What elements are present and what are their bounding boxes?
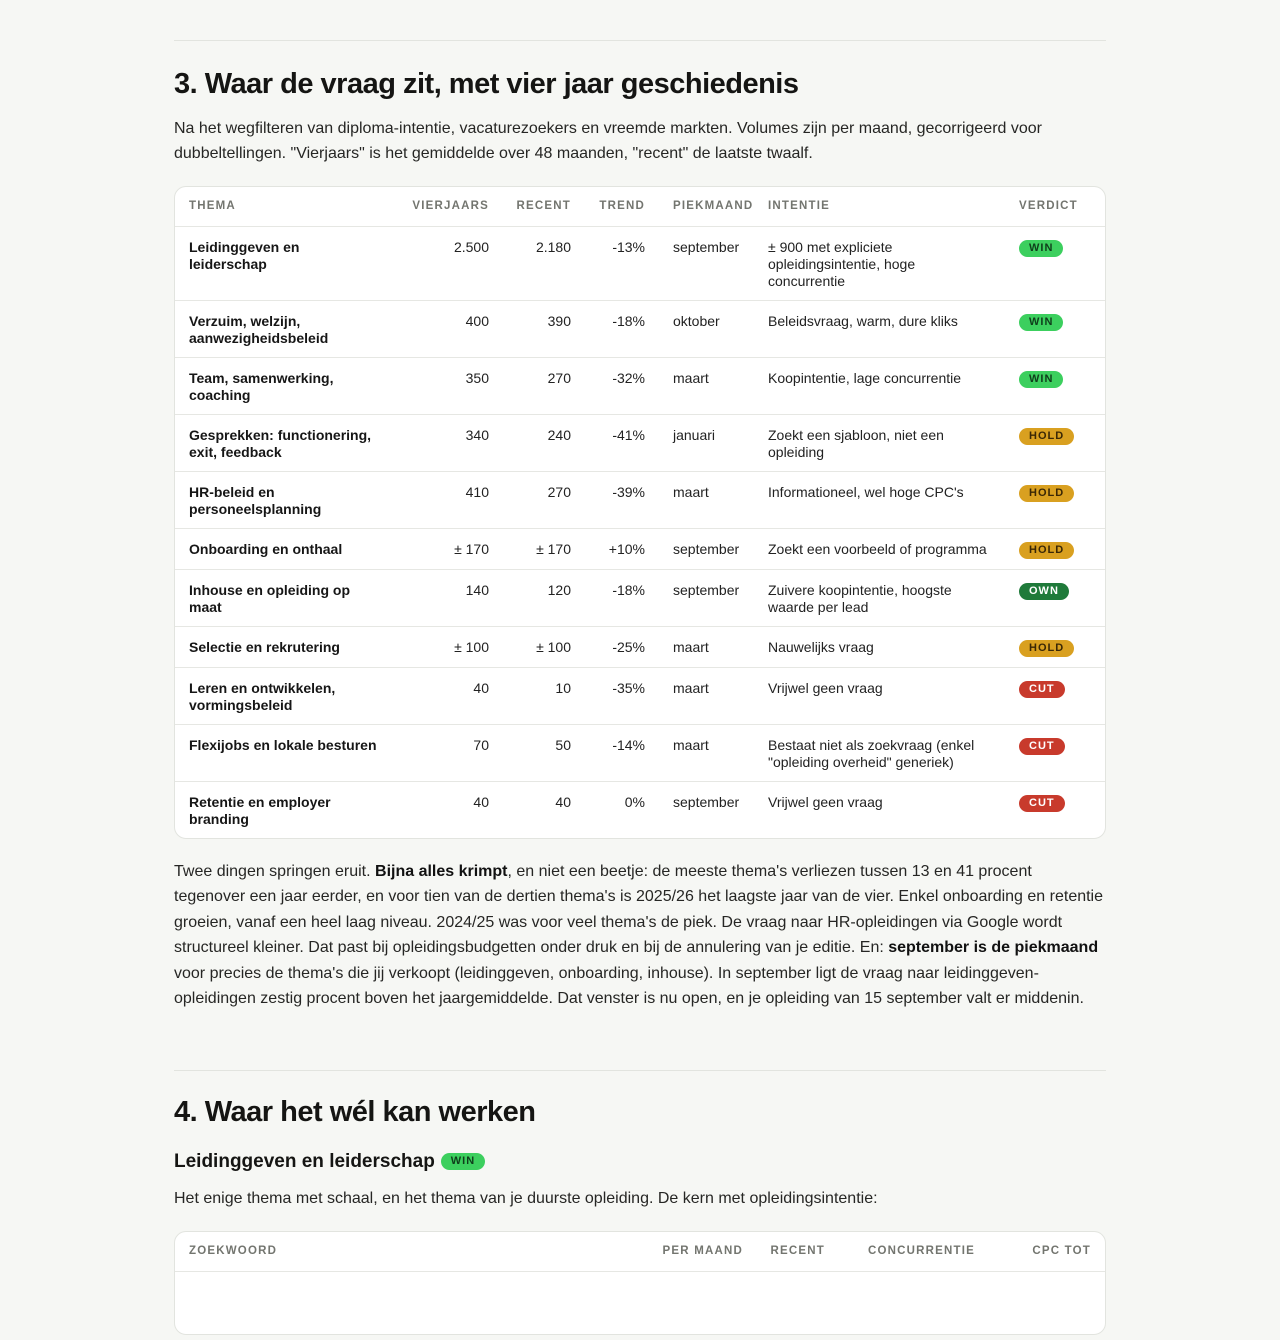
piekmaand-cell: maart (645, 357, 754, 414)
recent-cell: 50 (489, 724, 571, 781)
vierjaars-cell: 70 (389, 724, 489, 781)
verdict-badge: OWN (1019, 583, 1069, 600)
section-divider (174, 1070, 1106, 1071)
col-piekmaand: PIEKMAAND (645, 187, 754, 227)
vierjaars-cell: 40 (389, 667, 489, 724)
trend-cell: -13% (571, 226, 645, 300)
verdict-badge: CUT (1019, 795, 1065, 812)
vierjaars-cell: ± 170 (389, 528, 489, 569)
recent-cell: 270 (489, 471, 571, 528)
recent-cell: 2.180 (489, 226, 571, 300)
intentie-cell: Koopintentie, lage concurrentie (754, 357, 1005, 414)
col-verdict: VERDICT (1005, 187, 1105, 227)
intentie-cell: Bestaat niet als zoekvraag (enkel "opleiding overheid" generiek) (754, 724, 1005, 781)
table-row (175, 357, 1105, 414)
vierjaars-cell: ± 100 (389, 626, 489, 667)
thema-cell: Verzuim, welzijn, aanwezigheidsbeleid (175, 300, 389, 357)
vierjaars-cell: 410 (389, 471, 489, 528)
trend-cell: -25% (571, 626, 645, 667)
trend-cell: -35% (571, 667, 645, 724)
col-recent: RECENT (489, 187, 571, 227)
trend-cell: -14% (571, 724, 645, 781)
thema-cell: Flexijobs en lokale besturen (175, 724, 389, 781)
keyword-table-card (174, 1231, 1106, 1335)
verdict-badge: HOLD (1019, 640, 1074, 657)
recent-cell: ± 100 (489, 626, 571, 667)
verdict-badge: CUT (1019, 681, 1065, 698)
intentie-cell: Vrijwel geen vraag (754, 667, 1005, 724)
section3-title: 3. Waar de vraag zit, met vier jaar geschiedenis (174, 68, 799, 100)
verdict-badge: WIN (1019, 314, 1063, 331)
intentie-cell: Zoekt een voorbeeld of programma (754, 528, 1005, 569)
section4-title: 4. Waar het wél kan werken (174, 1095, 536, 1128)
piekmaand-cell: september (645, 569, 754, 626)
col-intentie: INTENTIE (754, 187, 1005, 227)
recent-cell: 120 (489, 569, 571, 626)
verdict-badge: WIN (1019, 371, 1063, 388)
trend-cell: -39% (571, 471, 645, 528)
analysis-text: Twee dingen springen eruit. (174, 862, 376, 880)
intentie-cell: Beleidsvraag, warm, dure kliks (754, 300, 1005, 357)
section4-intro: Het enige thema met schaal, en het thema van je duurste opleiding. De kern met opleidingsintentie: (174, 1190, 878, 1208)
col-trend: TREND (571, 187, 645, 227)
recent-cell: 10 (489, 667, 571, 724)
vierjaars-cell: 2.500 (389, 226, 489, 300)
trend-cell: 0% (624, 793, 645, 810)
col-vierjaars: VIERJAARS (389, 187, 489, 227)
intentie-cell: Zuivere koopintentie, hoogste waarde per lead (754, 569, 1005, 626)
col-zoekwoord: ZOEKWOORD (175, 1232, 635, 1272)
trend-cell: -18% (571, 569, 645, 626)
verdict-badge: CUT (1019, 738, 1065, 755)
piekmaand-cell: maart (645, 724, 754, 781)
table-row (175, 528, 1105, 569)
col-per-maand: PER MAAND (635, 1232, 743, 1272)
piekmaand-cell: januari (645, 414, 754, 471)
verdict-badge: HOLD (1019, 485, 1074, 502)
piekmaand-cell: maart (645, 626, 754, 667)
verdict-badge: HOLD (1019, 542, 1074, 559)
verdict-cell (1005, 569, 1105, 626)
intentie-cell: Nauwelijks vraag (754, 626, 1005, 667)
thema-cell: Inhouse en opleiding op maat (175, 569, 389, 626)
table-body (175, 226, 1105, 838)
verdict-cell (1005, 226, 1105, 300)
thema-cell: Leidinggeven en leiderschap (175, 226, 389, 300)
demand-table-card (174, 186, 1106, 839)
piekmaand-cell: september (645, 226, 754, 300)
thema-cell: Gesprekken: functionering, exit, feedback (175, 414, 389, 471)
table-row (175, 471, 1105, 528)
table-row (175, 667, 1105, 724)
verdict-cell (1005, 626, 1105, 667)
table-row (175, 414, 1105, 471)
table-row (175, 300, 1105, 357)
vierjaars-cell: 40 (473, 793, 489, 810)
verdict-cell (1005, 414, 1105, 471)
recent-cell: 40 (555, 793, 571, 810)
intentie-cell: ± 900 met expliciete opleidingsintentie, hoge concurrentie (754, 226, 1005, 300)
recent-cell: 390 (489, 300, 571, 357)
col-concurrentie: CONCURRENTIE (825, 1232, 975, 1272)
table-row (175, 724, 1105, 781)
vierjaars-cell: 340 (389, 414, 489, 471)
verdict-cell (1005, 781, 1105, 838)
table-row (175, 226, 1105, 300)
table-row (175, 569, 1105, 626)
verdict-cell (1005, 357, 1105, 414)
recent-cell: 270 (489, 357, 571, 414)
verdict-cell (1005, 300, 1105, 357)
recent-cell: ± 170 (489, 528, 571, 569)
table-row (175, 626, 1105, 667)
piekmaand-cell: september (673, 793, 740, 810)
thema-cell: HR-beleid en personeelsplanning (175, 471, 389, 528)
col-cpc-tot: CPC TOT (975, 1232, 1105, 1272)
analysis-bold: Bijna alles krimpt (375, 862, 508, 880)
intentie-cell: Zoekt een sjabloon, niet een opleiding (754, 414, 1005, 471)
thema-cell: Team, samenwerking, coaching (175, 357, 389, 414)
trend-cell: -32% (571, 357, 645, 414)
section3-analysis (174, 859, 1106, 1012)
verdict-badge: WIN (1019, 240, 1063, 257)
analysis-bold: september is de piekmaand (888, 939, 1099, 957)
intentie-cell: Informationeel, wel hoge CPC's (754, 471, 1005, 528)
col-recent: RECENT (743, 1232, 825, 1272)
thema-cell: Selectie en rekrutering (175, 626, 389, 667)
vierjaars-cell: 400 (389, 300, 489, 357)
table-header-row (175, 1232, 1105, 1272)
intentie-cell: Vrijwel geen vraag (768, 793, 883, 810)
table-row (175, 1271, 1105, 1334)
thema-cell: Onboarding en onthaal (175, 528, 389, 569)
section3-intro: Na het wegfilteren van diploma-intentie, vacaturezoekers en vreemde markten. Volumes zijn per maand, gecorrigeerd voor dubbeltellingen. "Vierjaars" is het gemiddelde over 48 maanden, "recent" de laatste twaalf. (174, 119, 1042, 163)
piekmaand-cell: maart (645, 667, 754, 724)
vierjaars-cell: 350 (389, 357, 489, 414)
verdict-badge: HOLD (1019, 428, 1074, 445)
analysis-text: , en niet een beetje: de meeste thema's verliezen tussen 13 en 41 procent tegenover een jaar eerder, en voor tien van de dertien thema's is 2025/26 het laagste jaar van de vier. Enkel onboarding en retentie groeien, vanaf een heel laag niveau. 2024/25 was voor veel thema's de piek. De vraag naar HR-opleidingen via Google wordt structureel kleiner. Dat past bij opleidingsbudgetten onder druk en bij de annulering van je editie. En: (174, 862, 1104, 957)
subtitle-text: Leidinggeven en leiderschap (174, 1150, 435, 1172)
table-row (175, 781, 1105, 838)
verdict-cell (1005, 528, 1105, 569)
section4-subtitle (174, 1150, 1106, 1175)
verdict-badge: WIN (441, 1153, 485, 1170)
keyword-table (175, 1232, 1105, 1334)
table-cell (175, 1271, 1105, 1334)
analysis-text: voor precies de thema's die jij verkoopt (leidinggeven, onboarding, inhouse). In september ligt de vraag naar leidinggeven-opleidingen zestig procent boven het jaargemiddelde. Dat venster is nu open, en je opleiding van 15 september valt er middenin. (174, 964, 1084, 1008)
thema-cell: Retentie en employer branding (189, 793, 331, 827)
verdict-cell (1005, 471, 1105, 528)
recent-cell: 240 (489, 414, 571, 471)
trend-cell: +10% (571, 528, 645, 569)
vierjaars-cell: 140 (389, 569, 489, 626)
demand-table (175, 187, 1105, 838)
thema-cell: Leren en ontwikkelen, vormingsbeleid (175, 667, 389, 724)
trend-cell: -41% (571, 414, 645, 471)
col-thema: THEMA (175, 187, 389, 227)
piekmaand-cell: oktober (645, 300, 754, 357)
document (174, 40, 1106, 1335)
piekmaand-cell: maart (645, 471, 754, 528)
verdict-cell (1005, 724, 1105, 781)
section-divider (174, 40, 1106, 41)
table-header-row (175, 187, 1105, 227)
verdict-cell (1005, 667, 1105, 724)
trend-cell: -18% (571, 300, 645, 357)
piekmaand-cell: september (645, 528, 754, 569)
